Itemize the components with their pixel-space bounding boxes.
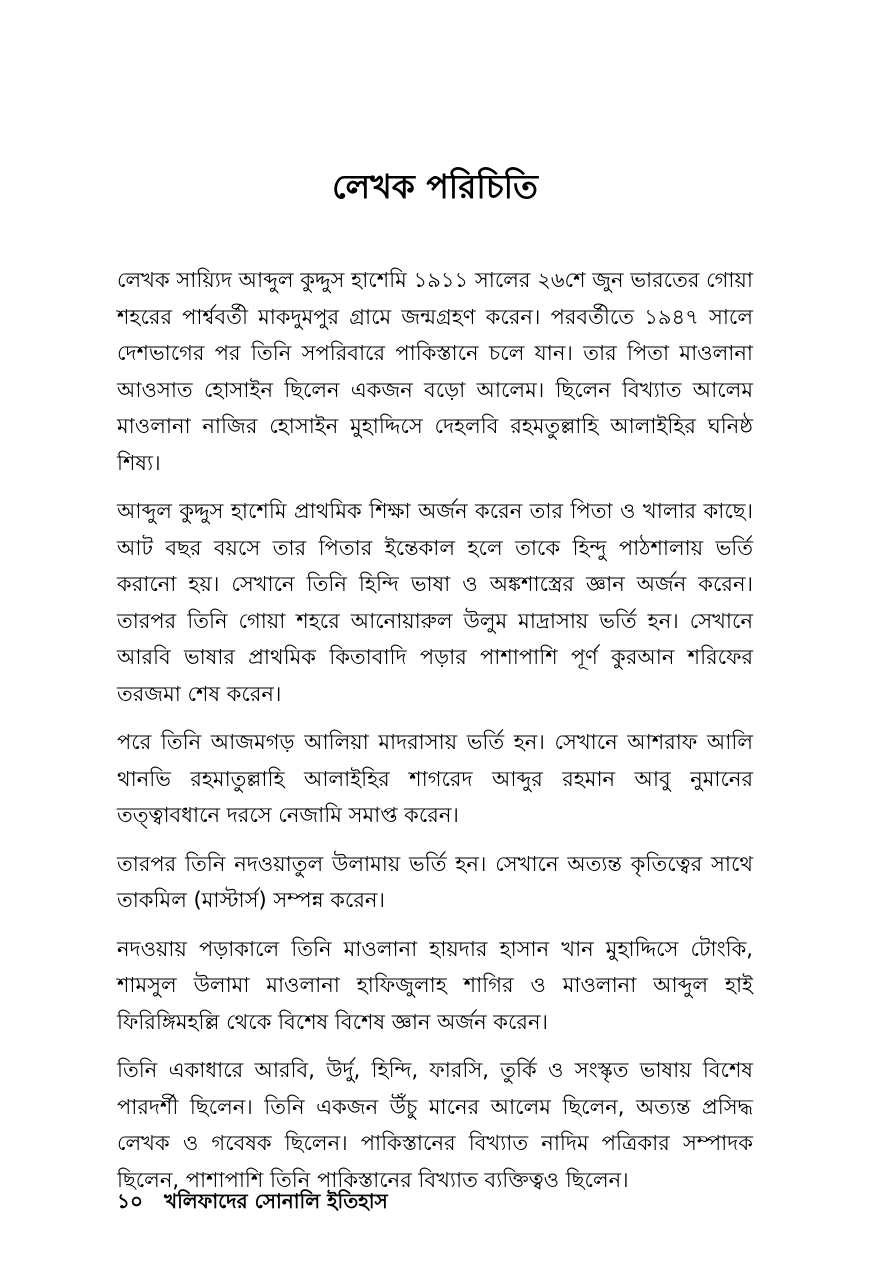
paragraph-nadwa: তারপর তিনি নদওয়াতুল উলামায় ভর্তি হন। সেখানে অত্যন্ত কৃতিত্বের সাথে তাকমিল (মাস্টার্স) সম্পন্ন করেন। [117, 851, 753, 912]
paragraph-azamgarh: পরে তিনি আজমগড় আলিয়া মাদরাসায় ভর্তি হন। সেখানে আশরাফ আলি থানভি রহমাতুল্লাহি আলাইহির শাগরেদ আব্দুর রহমান আবু নুমানের তত্ত্বাবধানে দরসে নেজামি সমাপ্ত করেন। [117, 730, 753, 827]
page-footer [117, 1186, 388, 1216]
page-title: লেখক পরিচিতি [332, 167, 538, 207]
paragraph-languages: তিনি একাধারে আরবি, উর্দু, হিন্দি, ফারসি, তুর্কি ও সংস্কৃত ভাষায় বিশেষ পারদর্শী ছিলেন। তিনি একজন উঁচু মানের আলেম ছিলেন, অত্যন্ত প্রসিদ্ধ লেখক ও গবেষক ছিলেন। পাকিস্তানের বিখ্যাত নাদিম পত্রিকার সম্পাদক ছিলেন, পাশাপাশি তিনি পাকিস্তানের বিখ্যাত ব্যক্তিত্বও ছিলেন। [117, 1058, 753, 1192]
paragraph-birth: লেখক সায়্যিদ আব্দুল কুদ্দুস হাশেমি ১৯১১ সালের ২৬শে জুন ভারতের গোয়া শহরের পার্শ্ববর্তী মাকদুমপুর গ্রামে জন্মগ্রহণ করেন। পরবর্তীতে ১৯৪৭ সালে দেশভাগের পর তিনি সপরিবারে পাকিস্তানে চলে যান। তার পিতা মাওলানা আওসাত হোসাইন ছিলেন একজন বড়ো আলেম। ছিলেন বিখ্যাত আলেম মাওলানা নাজির হোসাইন মুহাদ্দিসে দেহলবি রহমতুল্লাহি আলাইহির ঘনিষ্ঠ শিষ্য। [117, 268, 753, 475]
page-number: ১০ [117, 1189, 143, 1213]
running-book-title: খলিফাদের সোনালি ইতিহাস [163, 1189, 388, 1213]
body-text [117, 262, 753, 1210]
paragraph-teachers: নদওয়ায় পড়াকালে তিনি মাওলানা হায়দার হাসান খান মুহাদ্দিসে টোংকি, শামসুল উলামা মাওলানা হাফিজুলাহ শাগির ও মাওলানা আব্দুল হাই ফিরিঙ্গিমহল্লি থেকে বিশেষ বিশেষ জ্ঞান অর্জন করেন। [117, 936, 753, 1034]
paragraph-early-education: আব্দুল কুদ্দুস হাশেমি প্রাথমিক শিক্ষা অর্জন করেন তার পিতা ও খালার কাছে। আট বছর বয়সে তার পিতার ইন্তেকাল হলে তাকে হিন্দু পাঠশালায় ভর্তি করানো হয়। সেখানে তিনি হিন্দি ভাষা ও অঙ্কশাস্ত্রের জ্ঞান অর্জন করেন। তারপর তিনি গোয়া শহরে আনোয়ারুল উলুম মাদ্রাসায় ভর্তি হন। সেখানে আরবি ভাষার প্রাথমিক কিতাবাদি পড়ার পাশাপাশি পূর্ণ কুরআন শরিফের তরজমা শেষ করেন। [117, 499, 753, 706]
